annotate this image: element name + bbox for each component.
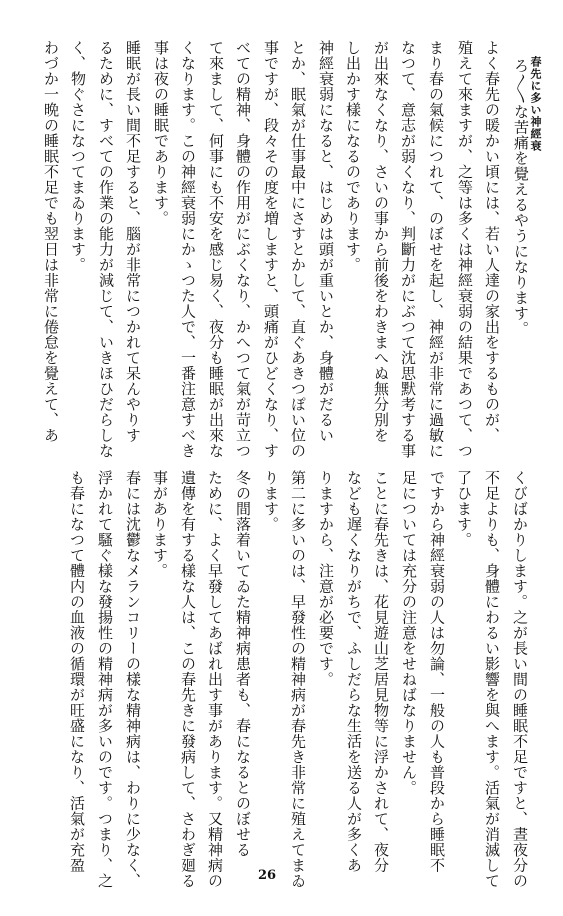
text-column: 了ひます。	[455, 470, 473, 548]
text-column: くびばかりします。之が長い間の睡眠不足ですと、晝夜分の	[511, 470, 529, 889]
text-column: 殖えて來ますが、之等は多くは神經衰弱の結果であつて、つ	[456, 40, 474, 459]
text-column: よく春先の暖かい頃には、若い人達の家出をするものが、	[483, 40, 501, 443]
page-number: 26	[258, 868, 277, 883]
text-column: ろ〳〵な苦痛を覺えるやうになります。	[512, 58, 530, 337]
text-column: わづか一晩の睡眠不足でも翌日は非常に倦怠を覺えて、あ	[42, 40, 60, 443]
text-column: 遺傳を有する樣な人は、この春先きに發病して、さわぎ廻る	[179, 470, 197, 889]
section-heading: 春先に多い神經衰	[529, 56, 542, 152]
text-column: 神經衰弱になると、はじめは頭が重いとか、身體がだるい	[317, 40, 335, 443]
text-column: 冬の間落着いてゐた精神病患者も、春になるとのぼせる	[234, 470, 252, 858]
text-column: とか、眠氣が仕事最中にさすとかして、直ぐあきつぽい位の	[289, 40, 307, 459]
text-column: て來まして、何事にも不安を感じ易く、夜分も睡眠が出來な	[207, 40, 225, 459]
text-column: りますから、注意が必要です。	[317, 470, 335, 687]
text-column: ります。	[262, 470, 280, 532]
text-column: まり春の氣候につれて、のぼせを起し、神經が非常に過敏に	[427, 40, 445, 459]
text-column: 第二に多いのは、早發性の精神病が春先き非常に殖えてまゐ	[289, 470, 307, 889]
text-column: 足については充分の注意をせねばなりません。	[400, 470, 418, 796]
text-column: ですから神經衰弱の人は勿論、一般の人も普段から睡眠不	[428, 470, 446, 873]
text-column: るために、すべての作業の能力が減じて、いきほひだらしな	[97, 40, 115, 459]
text-column: なども遅くなりがちで、ふしだらな生活を送る人が多くあ	[345, 470, 363, 873]
text-column: なつて、意志が弱くなり、判斷力がにぶつて沈思默考する事	[399, 40, 417, 459]
text-column: くなります。この神經衰弱にかゝつた人で、一番注意すべき	[179, 40, 197, 459]
text-column: 春には沈鬱なメランコリーの樣な精神病は、わりに少なく、	[124, 470, 142, 889]
text-column: 事ですが、段々その度を増しますと、頭痛がひどくなり、す	[262, 40, 280, 459]
text-column: 不足よりも、身體にわるい影響を與へます。活氣が消滅して	[483, 470, 501, 889]
text-column: ために、よく早發してあばれ出す事があります。又精神病の	[206, 470, 224, 889]
text-column: 事があります。	[151, 470, 169, 579]
text-column: 睡眠が長い間不足すると、腦が非常につかれて呆んやりす	[124, 40, 142, 443]
text-column: し出かす樣になるのであります。	[344, 40, 362, 273]
text-column: く、物ぐさになつてまゐります。	[69, 40, 87, 273]
text-column: が出來なくなり、さいの事から前後をわきまへぬ無分別を	[372, 40, 390, 443]
text-column: も春になつて體内の血液の循環が旺盛になり、活氣が充盈	[68, 470, 86, 873]
text-column: 浮かれて騷ぐ樣な發揚性の精神病が多いのです。つまり、之	[96, 470, 114, 889]
text-column: べての精神、身體の作用がにぶくなり、かへつて氣が苛立つ	[234, 40, 252, 459]
text-column: ことに春先きは、花見遊山芝居見物等に浮かされて、夜分	[372, 470, 390, 873]
text-column: 事は夜の睡眠であります。	[152, 40, 170, 226]
